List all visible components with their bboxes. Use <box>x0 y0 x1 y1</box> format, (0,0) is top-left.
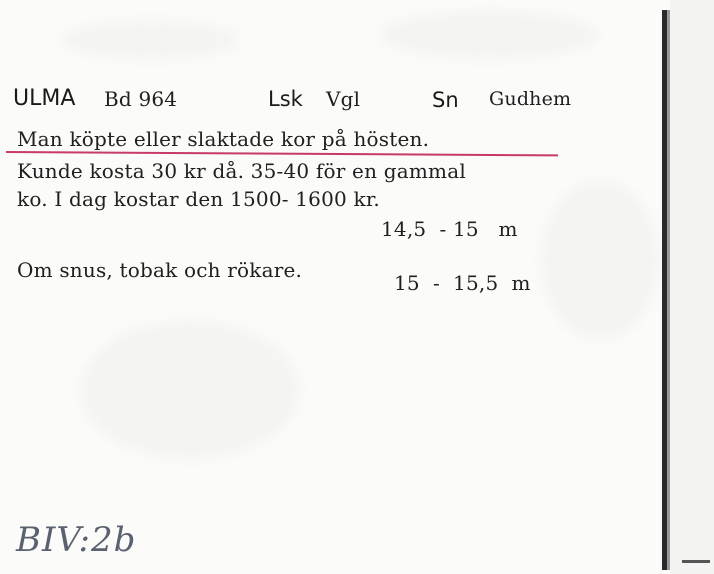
body-line-1: Man köpte eller slaktade kor på hösten. <box>17 127 430 151</box>
handwritten-signum: BIV:2b <box>16 520 137 560</box>
socken-value: Gudhem <box>489 88 572 110</box>
scan-smudge <box>380 10 600 60</box>
measure-2: 15 - 15,5 m <box>394 271 531 295</box>
archive-code: ULMA <box>13 86 76 111</box>
landskap-label: Lsk <box>268 87 303 111</box>
measure-1: 14,5 - 15 m <box>381 217 518 241</box>
body-line-4: Om snus, tobak och rökare. <box>17 258 303 282</box>
scan-mark <box>682 560 710 563</box>
scan-smudge <box>540 180 660 340</box>
volume-number: Bd 964 <box>104 87 178 111</box>
scan-background-strip <box>670 0 714 574</box>
socken-label: Sn <box>432 88 459 112</box>
scan-smudge <box>80 320 300 460</box>
body-line-3: ko. I dag kostar den 1500- 1600 kr. <box>17 187 380 211</box>
landskap-value: Vgl <box>326 87 361 111</box>
body-line-2: Kunde kosta 30 kr då. 35-40 för en gammal <box>17 159 466 183</box>
red-underline <box>6 151 558 156</box>
card-edge-shadow <box>667 10 670 570</box>
scan-smudge <box>60 20 240 60</box>
